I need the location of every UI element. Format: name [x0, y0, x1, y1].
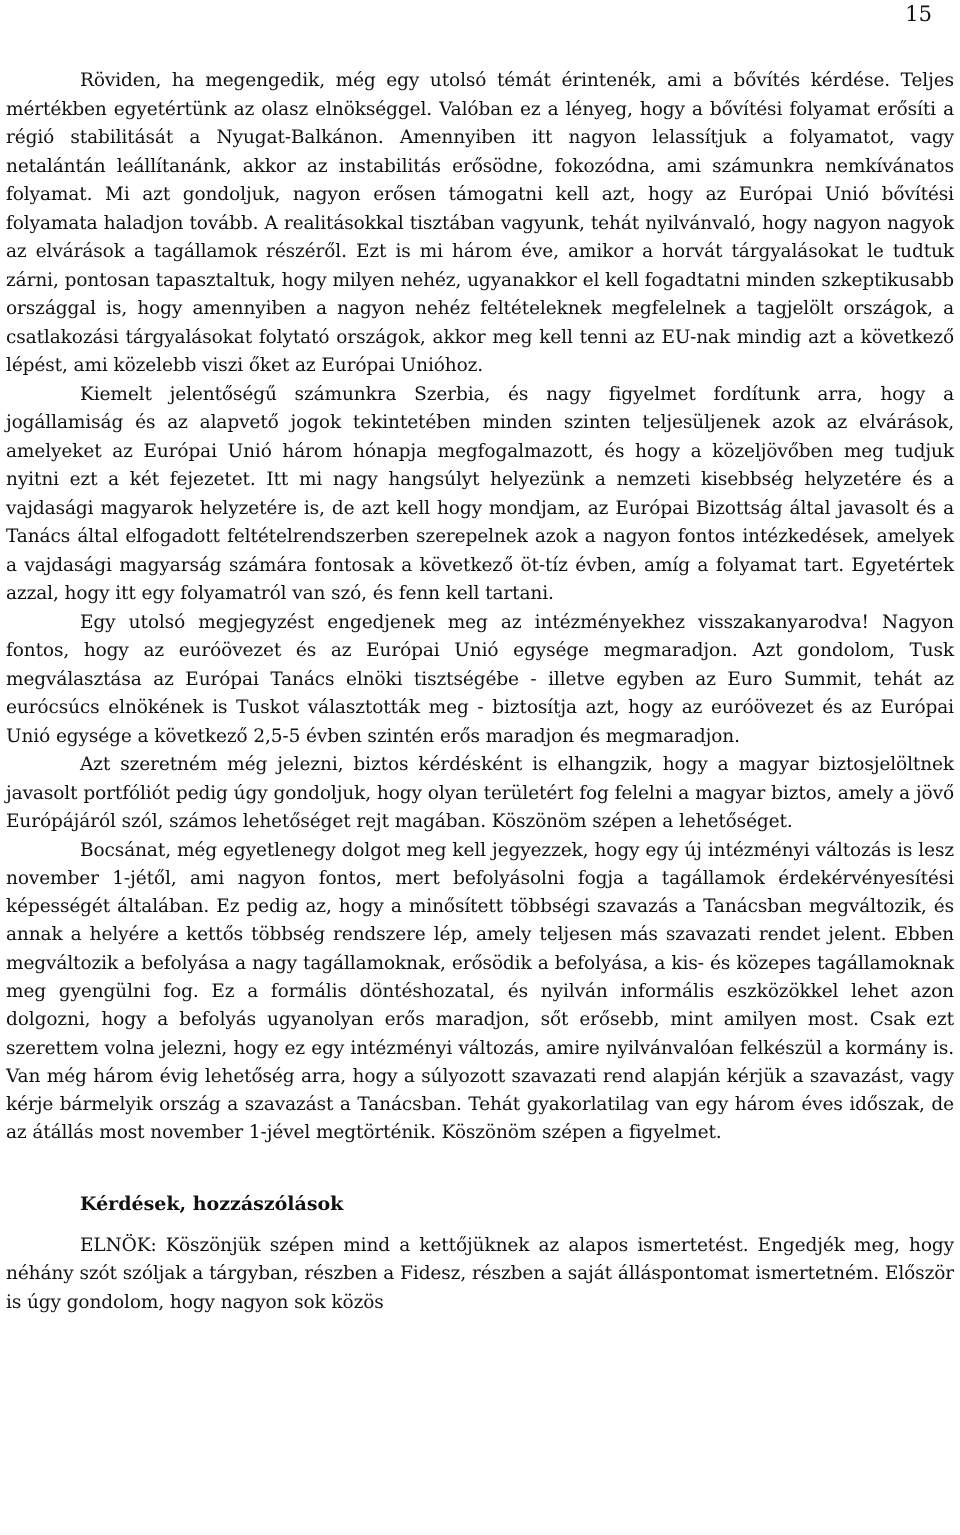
body-paragraph: Bocsánat, még egyetlenegy dolgot meg kell jegyezzek, hogy egy új intézményi változás is lesz november 1-jétől, ami nagyon fontos, mert befolyásolni fogja a tagállamok érdekérvényesítési képességét általában. Ez pedig az, hogy a minősített többségi szavazás a Tanácsban megváltozik, és annak a helyére a kettős többség rendszere lép, amely teljesen más szavazati rendet jelent. Ebben megváltozik a befolyása a nagy tagállamoknak, erősödik a befolyása, a kis- és közepes tagállamoknak meg gyengülni fog. Ez a formális döntéshozatal, és nyilván informális eszközökkel lehet azon dolgozni, hogy a befolyás ugyanolyan erős maradjon, sőt erősebb, mint amilyen most. Csak ezt szerettem volna jelezni, hogy ez egy intézményi változás, amire nyilvánvalóan felkészül a kormány is. Van még három évig lehetőség arra, hogy a súlyozott szavazati rend alapján kérjük a szavazást, vagy kérje bármelyik ország a szavazást a Tanácsban. Tehát gyakorlatilag van egy három éves időszak, de az átállás most november 1-jével megtörténik. Köszönöm szépen a figyelmet.: [6, 839, 954, 1144]
body-paragraph: Azt szeretném még jelezni, biztos kérdésként is elhangzik, hogy a magyar biztosjelöltnek javasolt portfóliót pedig úgy gondoljuk, hogy olyan területért fog felelni a magyar biztos, amely a jövő Európájáról szól, számos lehetőséget rejt magában. Köszönöm szépen a lehetőséget.: [6, 754, 954, 832]
section-heading: Kérdések, hozzászólások: [80, 1192, 344, 1215]
body-paragraph: Röviden, ha megengedik, még egy utolsó témát érintenék, ami a bővítés kérdése. Teljes mértékben egyetértünk az olasz elnökséggel. Valóban ez a lényeg, hogy a bővítési folyamat erősíti a régió stabilitását a Nyugat-Balkánon. Amennyiben itt nagyon lelassítjuk a folyamatot, vagy netalántán leállítanánk, akkor az instabilitás erősödne, fokozódna, ami számunkra nemkívánatos folyamat. Mi azt gondoljuk, nagyon erősen támogatni kell azt, hogy az Európai Unió bővítési folyamata haladjon tovább. A realitásokkal tisztában vagyunk, tehát nyilvánvaló, hogy nagyon nagyok az elvárások a tagállamok részéről. Ezt is mi három éve, amikor a horvát tárgyalásokat le tudtuk zárni, pontosan tapasztaltuk, hogy milyen nehéz, ugyanakkor el kell fogadtatni minden szkeptikusabb országgal is, hogy amennyiben a nagyon nehéz feltételeknek megfelelnek a tagjelölt országok, a csatlakozási tárgyalásokat folytató országok, akkor meg kell tenni az EU-nak mindig azt a következő lépést, ami közelebb viszi őket az Európai Unióhoz.: [6, 70, 954, 376]
document-body: [6, 67, 954, 1317]
page-number: 15: [905, 2, 932, 26]
section-spacer: [6, 1148, 954, 1190]
chair-paragraph: ELNÖK: Köszönjük szépen mind a kettőjüknek az alapos ismertetést. Engedjék meg, hogy néhány szót szóljak a tárgyban, részben a Fidesz, részben a saját álláspontomat ismertetném. Először is úgy gondolom, hogy nagyon sok közös: [6, 1234, 954, 1313]
body-paragraph: Kiemelt jelentőségű számunkra Szerbia, és nagy figyelmet fordítunk arra, hogy a jogállamiság és az alapvető jogok tekintetében minden szinten teljesüljenek azok az elvárások, amelyeket az Európai Unió három hónapja megfogalmazott, és hogy a közeljövőben meg tudjuk nyitni ezt a két fejezetet. Itt mi nagy hangsúlyt helyezünk a nemzeti kisebbség helyzetére és a vajdasági magyarok helyzetére is, de azt kell hogy mondjam, az Európai Bizottság által javasolt és a Tanács által elfogadott feltételrendszerben szerepelnek azok a nagyon fontos intézkedések, amelyek a vajdasági magyarság számára fontosak a következő öt-tíz évben, amíg a folyamat tart. Egyetértek azzal, hogy itt egy folyamatról van szó, és fenn kell tartani.: [6, 383, 954, 604]
body-paragraph: Egy utolsó megjegyzést engedjenek meg az intézményekhez visszakanyarodva! Nagyon fontos, hogy az euróövezet és az Európai Unió egysége megmaradjon. Azt gondolom, Tusk megválasztása az Európai Tanács elnöki tisztségébe - illetve egyben az Euro Summit, tehát az eurócsúcs elnökének is Tuskot választották meg - biztosítja azt, hogy az euróövezet és az Európai Unió egysége a következő 2,5-5 évben szintén erős maradjon és megmaradjon.: [6, 611, 954, 747]
